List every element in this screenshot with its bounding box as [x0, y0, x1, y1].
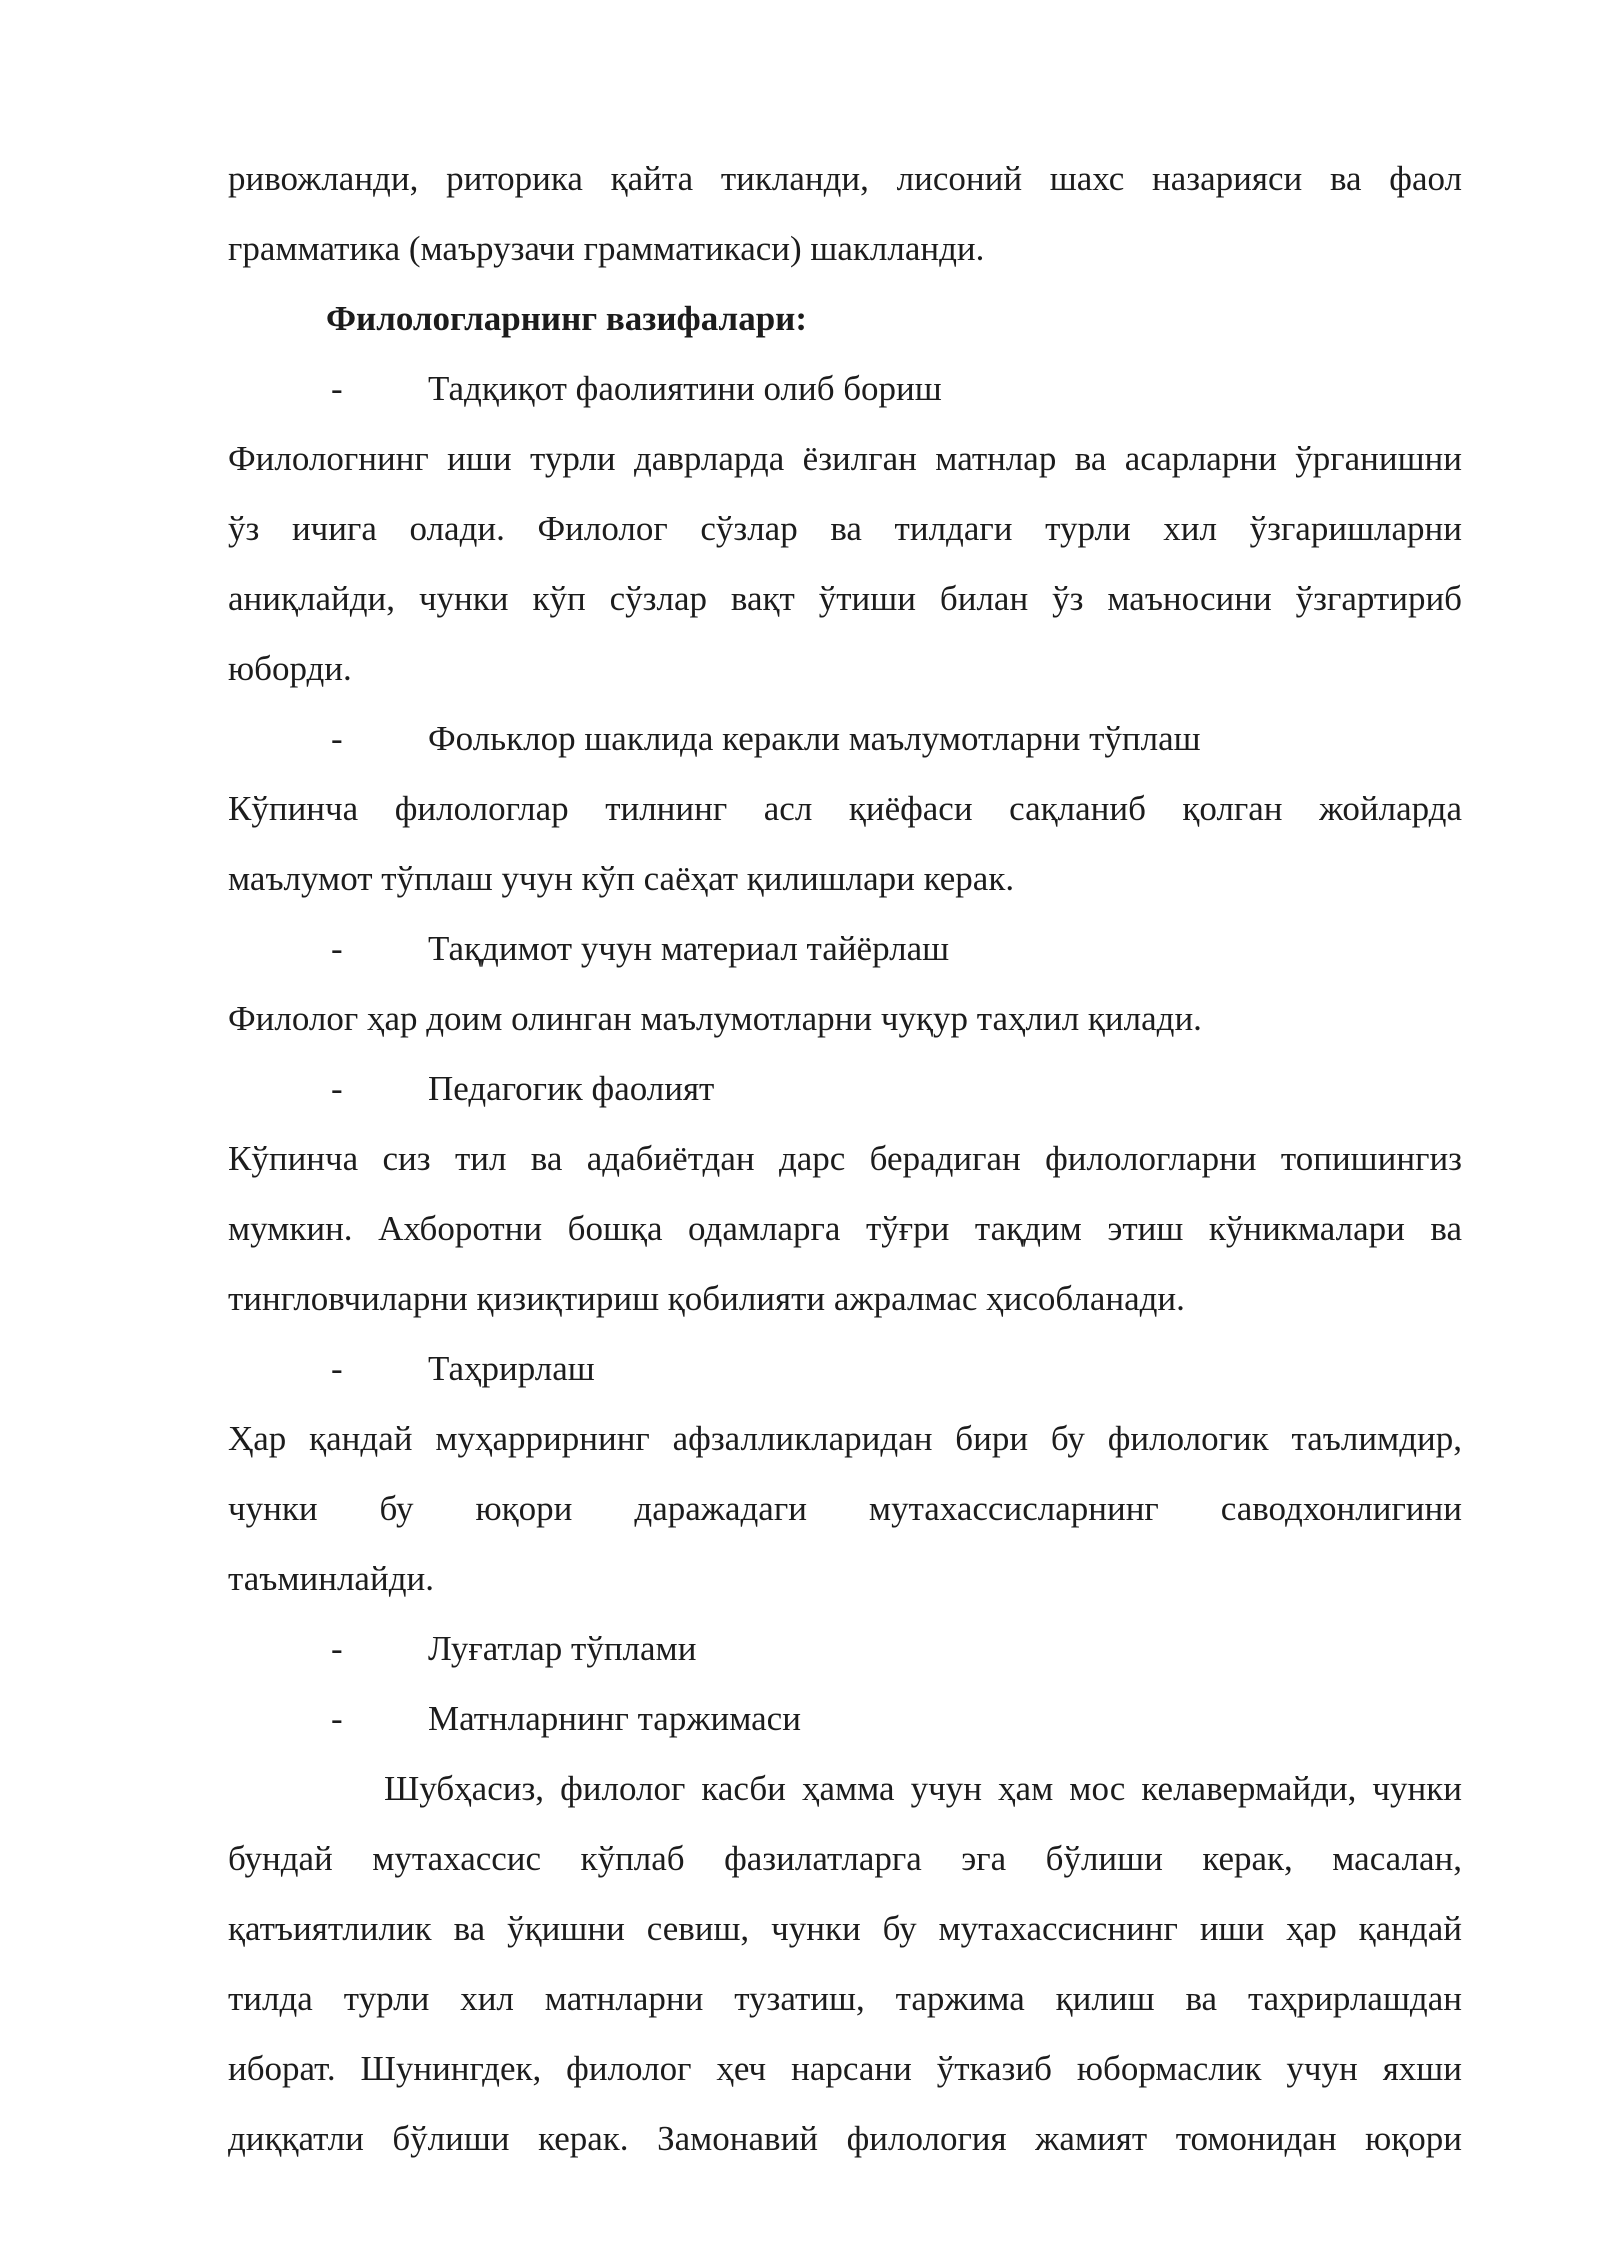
bullet-marker: - [331, 719, 343, 758]
bullet-item [228, 914, 1462, 984]
text-line: Кўпинча сиз тил ва адабиётдан дарс берадиган филологларни топишингиз [228, 1139, 1462, 1178]
text-line: юборди. [228, 649, 352, 688]
text-line: таъминлайди. [228, 1559, 434, 1598]
text-line: Филолог ҳар доим олинган маълумотларни чуқур таҳлил қилади. [228, 999, 1202, 1038]
text-line: аниқлайди, чунки кўп сўзлар вақт ўтиши билан ўз маъносини ўзгартириб [228, 579, 1462, 618]
bullet-item [228, 1054, 1462, 1124]
bullet-item [228, 1334, 1462, 1404]
text-line: Шубҳасиз, филолог касби ҳамма учун ҳам мос келавермайди, чунки [384, 1769, 1462, 1808]
bullet-marker: - [331, 1069, 343, 1108]
bullet-marker: - [331, 929, 343, 968]
text-line: қатъиятлилик ва ўқишни севиш, чунки бу мутахассиснинг иши ҳар қандай [228, 1909, 1462, 1948]
bullet-item [228, 704, 1462, 774]
text-line: бундай мутахассис кўплаб фазилатларга эга бўлиши керак, масалан, [228, 1839, 1462, 1878]
text-line: ривожланди, риторика қайта тикланди, лисоний шахс назарияси ва фаол [228, 159, 1462, 198]
bullet-text: Фольклор шаклида керакли маълумотларни тўплаш [428, 719, 1201, 758]
text-line: Филологнинг иши турли даврларда ёзилган матнлар ва асарларни ўрганишни [228, 439, 1462, 478]
text-line: иборат. Шунингдек, филолог ҳеч нарсани ўтказиб юбормаслик учун яхши [228, 2049, 1462, 2088]
text-line: диққатли бўлиши керак. Замонавий филология жамият томонидан юқори [228, 2119, 1462, 2158]
bullet-marker: - [331, 369, 343, 408]
text-line: ўз ичига олади. Филолог сўзлар ва тилдаги турли хил ўзгаришларни [228, 509, 1462, 548]
bullet-text: Луғатлар тўплами [428, 1629, 697, 1668]
section-heading: Филологларнинг вазифалари: [326, 299, 807, 338]
text-line: тингловчиларни қизиқтириш қобилияти ажралмас ҳисобланади. [228, 1279, 1185, 1318]
bullet-text: Тақдимот учун материал тайёрлаш [428, 929, 950, 968]
text-line: тилда турли хил матнларни тузатиш, таржима қилиш ва таҳрирлашдан [228, 1979, 1462, 2018]
bullet-item [228, 354, 1462, 424]
bullet-marker: - [331, 1699, 343, 1738]
bullet-text: Таҳрирлаш [428, 1349, 595, 1388]
text-line: грамматика (маърузачи грамматикаси) шаклланди. [228, 229, 985, 268]
bullet-marker: - [331, 1349, 343, 1388]
bullet-item [228, 1684, 1462, 1754]
bullet-item [228, 1614, 1462, 1684]
bullet-text: Тадқиқот фаолиятини олиб бориш [428, 369, 942, 408]
bullet-text: Педагогик фаолият [428, 1069, 715, 1108]
text-line: Кўпинча филологлар тилнинг асл қиёфаси сақланиб қолган жойларда [228, 789, 1462, 828]
text-line: маълумот тўплаш учун кўп саёҳат қилишлари керак. [228, 859, 1015, 898]
bullet-marker: - [331, 1629, 343, 1668]
text-line: чунки бу юқори даражадаги мутахассисларнинг саводхонлигини [228, 1489, 1462, 1528]
text-line: мумкин. Ахборотни бошқа одамларга тўғри тақдим этиш кўникмалари ва [228, 1209, 1462, 1248]
bullet-text: Матнларнинг таржимаси [428, 1699, 801, 1738]
document-content [228, 144, 1462, 2174]
text-line: Ҳар қандай муҳаррирнинг афзалликларидан бири бу филологик таълимдир, [228, 1419, 1462, 1458]
